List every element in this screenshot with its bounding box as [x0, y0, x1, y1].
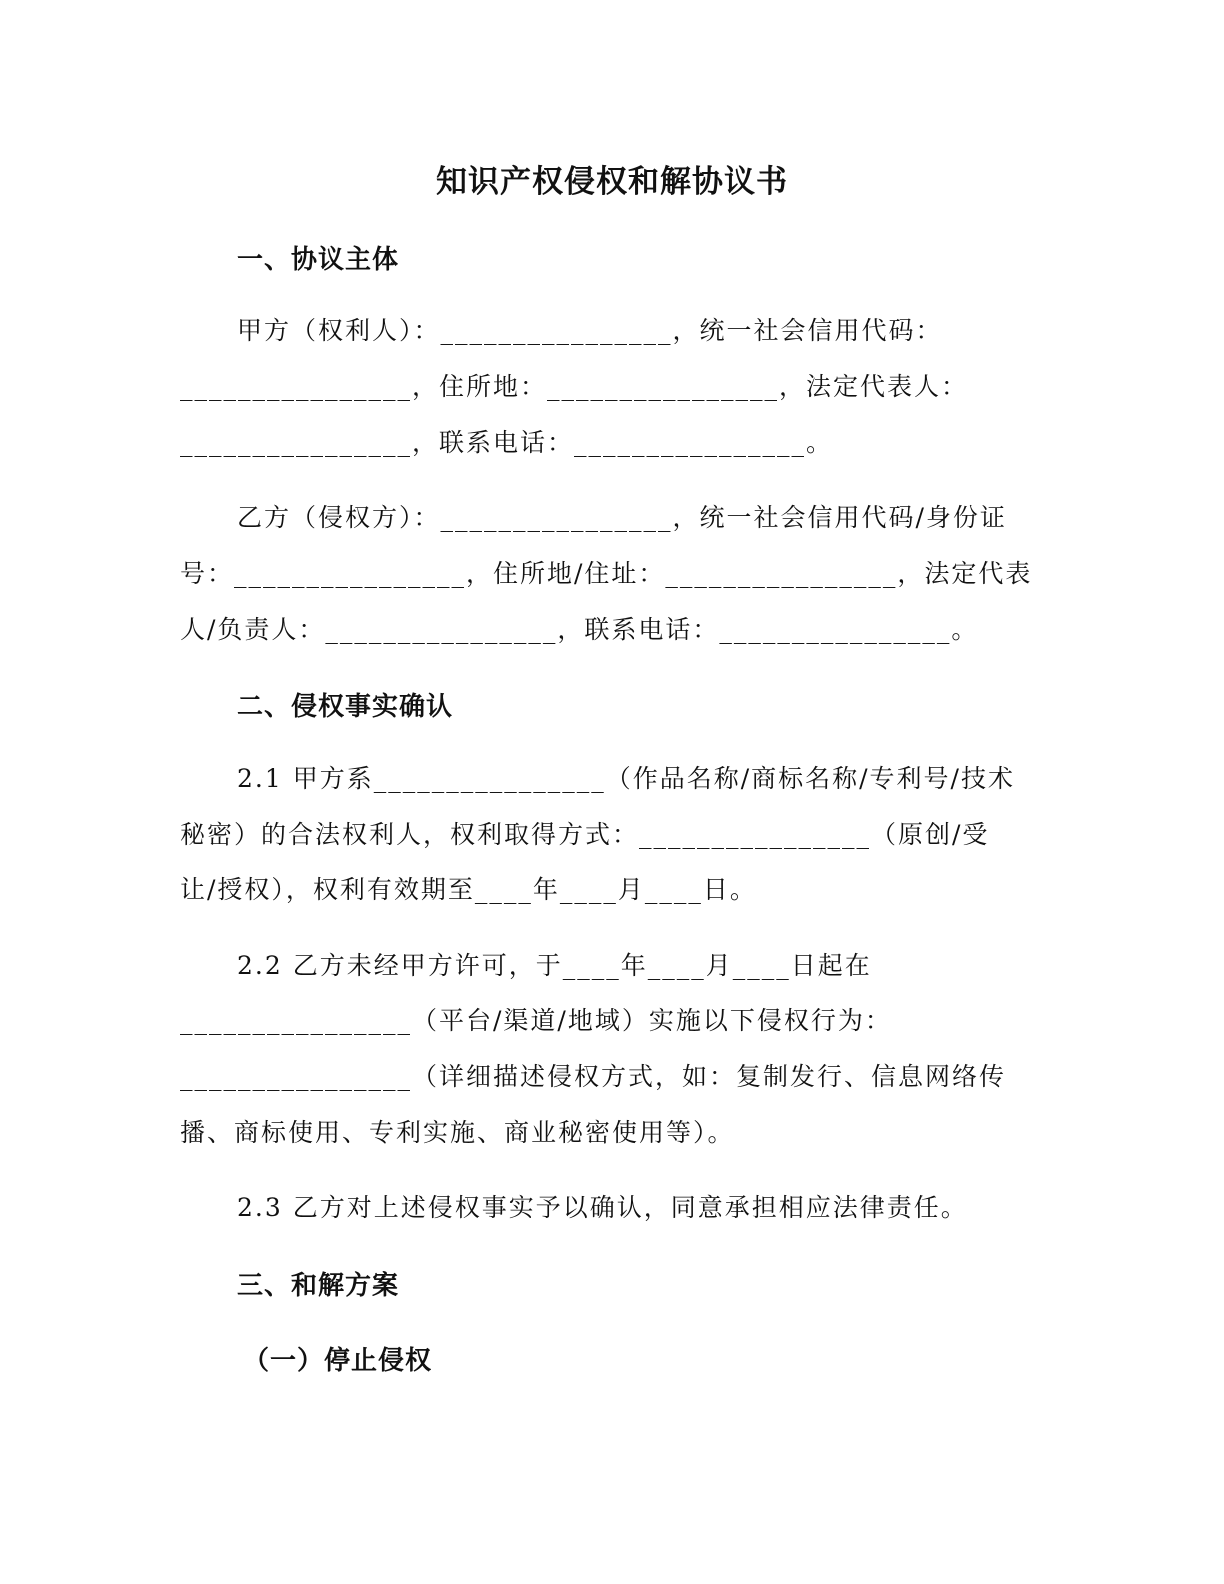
clause-2-2-line-1: 2.2 乙方未经甲方许可，于____年____月____日起在: [237, 951, 872, 980]
section-heading-settlement: 三、和解方案: [237, 1271, 400, 1301]
section-heading-infringement-facts: 二、侵权事实确认: [237, 692, 454, 722]
clause-2-1-line-2: 秘密）的合法权利人，权利取得方式：________________（原创/受: [180, 820, 990, 849]
clause-2-2-line-2: ________________（平台/渠道/地域）实施以下侵权行为：: [180, 1006, 892, 1035]
clause-2-2-line-3: ________________（详细描述侵权方式，如：复制发行、信息网络传: [180, 1062, 1007, 1091]
document-title: 知识产权侵权和解协议书: [436, 164, 788, 200]
clause-2-3: 2.3 乙方对上述侵权事实予以确认，同意承担相应法律责任。: [237, 1193, 968, 1222]
subheading-stop-infringement: （一）停止侵权: [243, 1346, 433, 1376]
clause-2-2-line-4: 播、商标使用、专利实施、商业秘密使用等）。: [180, 1118, 735, 1147]
party-a-line-2: ________________，住所地：________________，法定代表人：: [180, 372, 969, 401]
party-a-line-1: 甲方（权利人）：________________，统一社会信用代码：: [237, 316, 943, 345]
party-b-line-1: 乙方（侵权方）：________________，统一社会信用代码/身份证: [237, 503, 1007, 532]
clause-2-1-line-3: 让/授权），权利有效期至____年____月____日。: [180, 875, 757, 904]
party-b-line-3: 人/负责人：________________，联系电话：________________。: [180, 615, 979, 644]
party-b-line-2: 号：________________，住所地/住址：________________，法定代表: [180, 559, 1033, 588]
section-heading-parties: 一、协议主体: [237, 245, 400, 275]
clause-2-1-line-1: 2.1 甲方系________________（作品名称/商标名称/专利号/技术: [237, 764, 1015, 793]
party-a-line-3: ________________，联系电话：________________。: [180, 428, 834, 457]
